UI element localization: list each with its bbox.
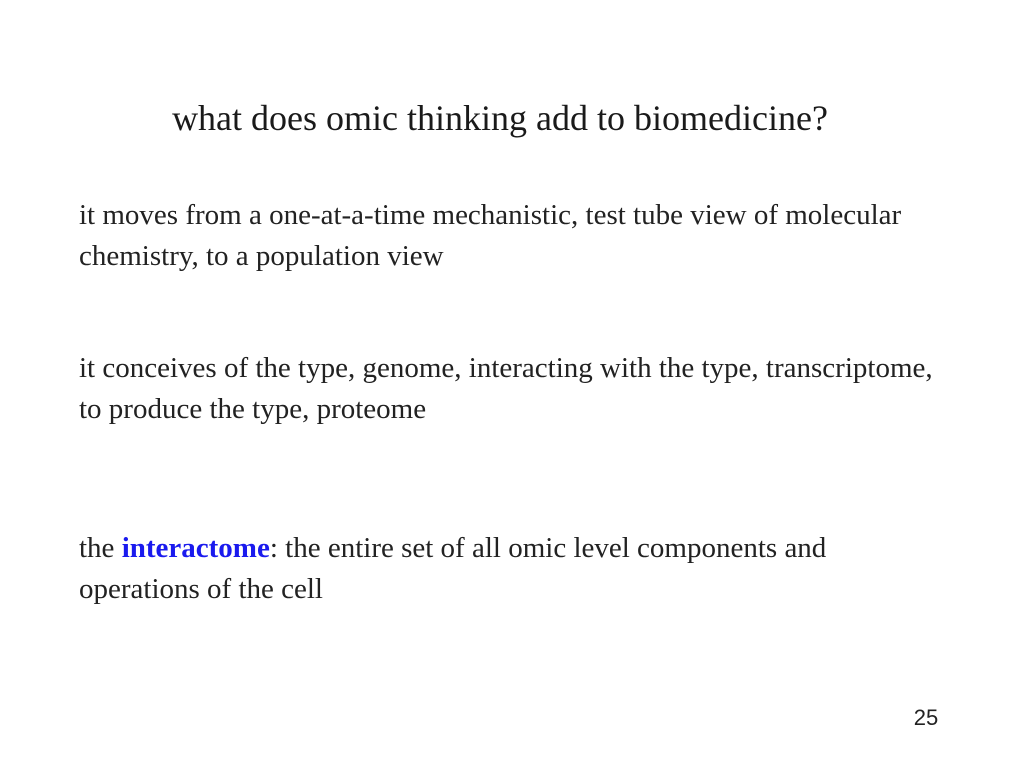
paragraph-type-genome: it conceives of the type, genome, interacting with the type, transcriptome, to produce the type, proteome — [79, 352, 933, 425]
slide-number: 25 — [913, 705, 939, 730]
definition-prefix: the — [79, 532, 122, 564]
paragraph-interactome-definition — [79, 528, 949, 610]
interactome-term: interactome — [121, 532, 270, 564]
definition-text: : the entire set of all omic level components and operations of the cell — [79, 532, 827, 605]
paragraph-population-view: it moves from a one-at-a-time mechanistic, test tube view of molecular chemistry, to a population view — [79, 199, 902, 272]
slide-title: what does omic thinking add to biomedicine? — [172, 98, 828, 138]
